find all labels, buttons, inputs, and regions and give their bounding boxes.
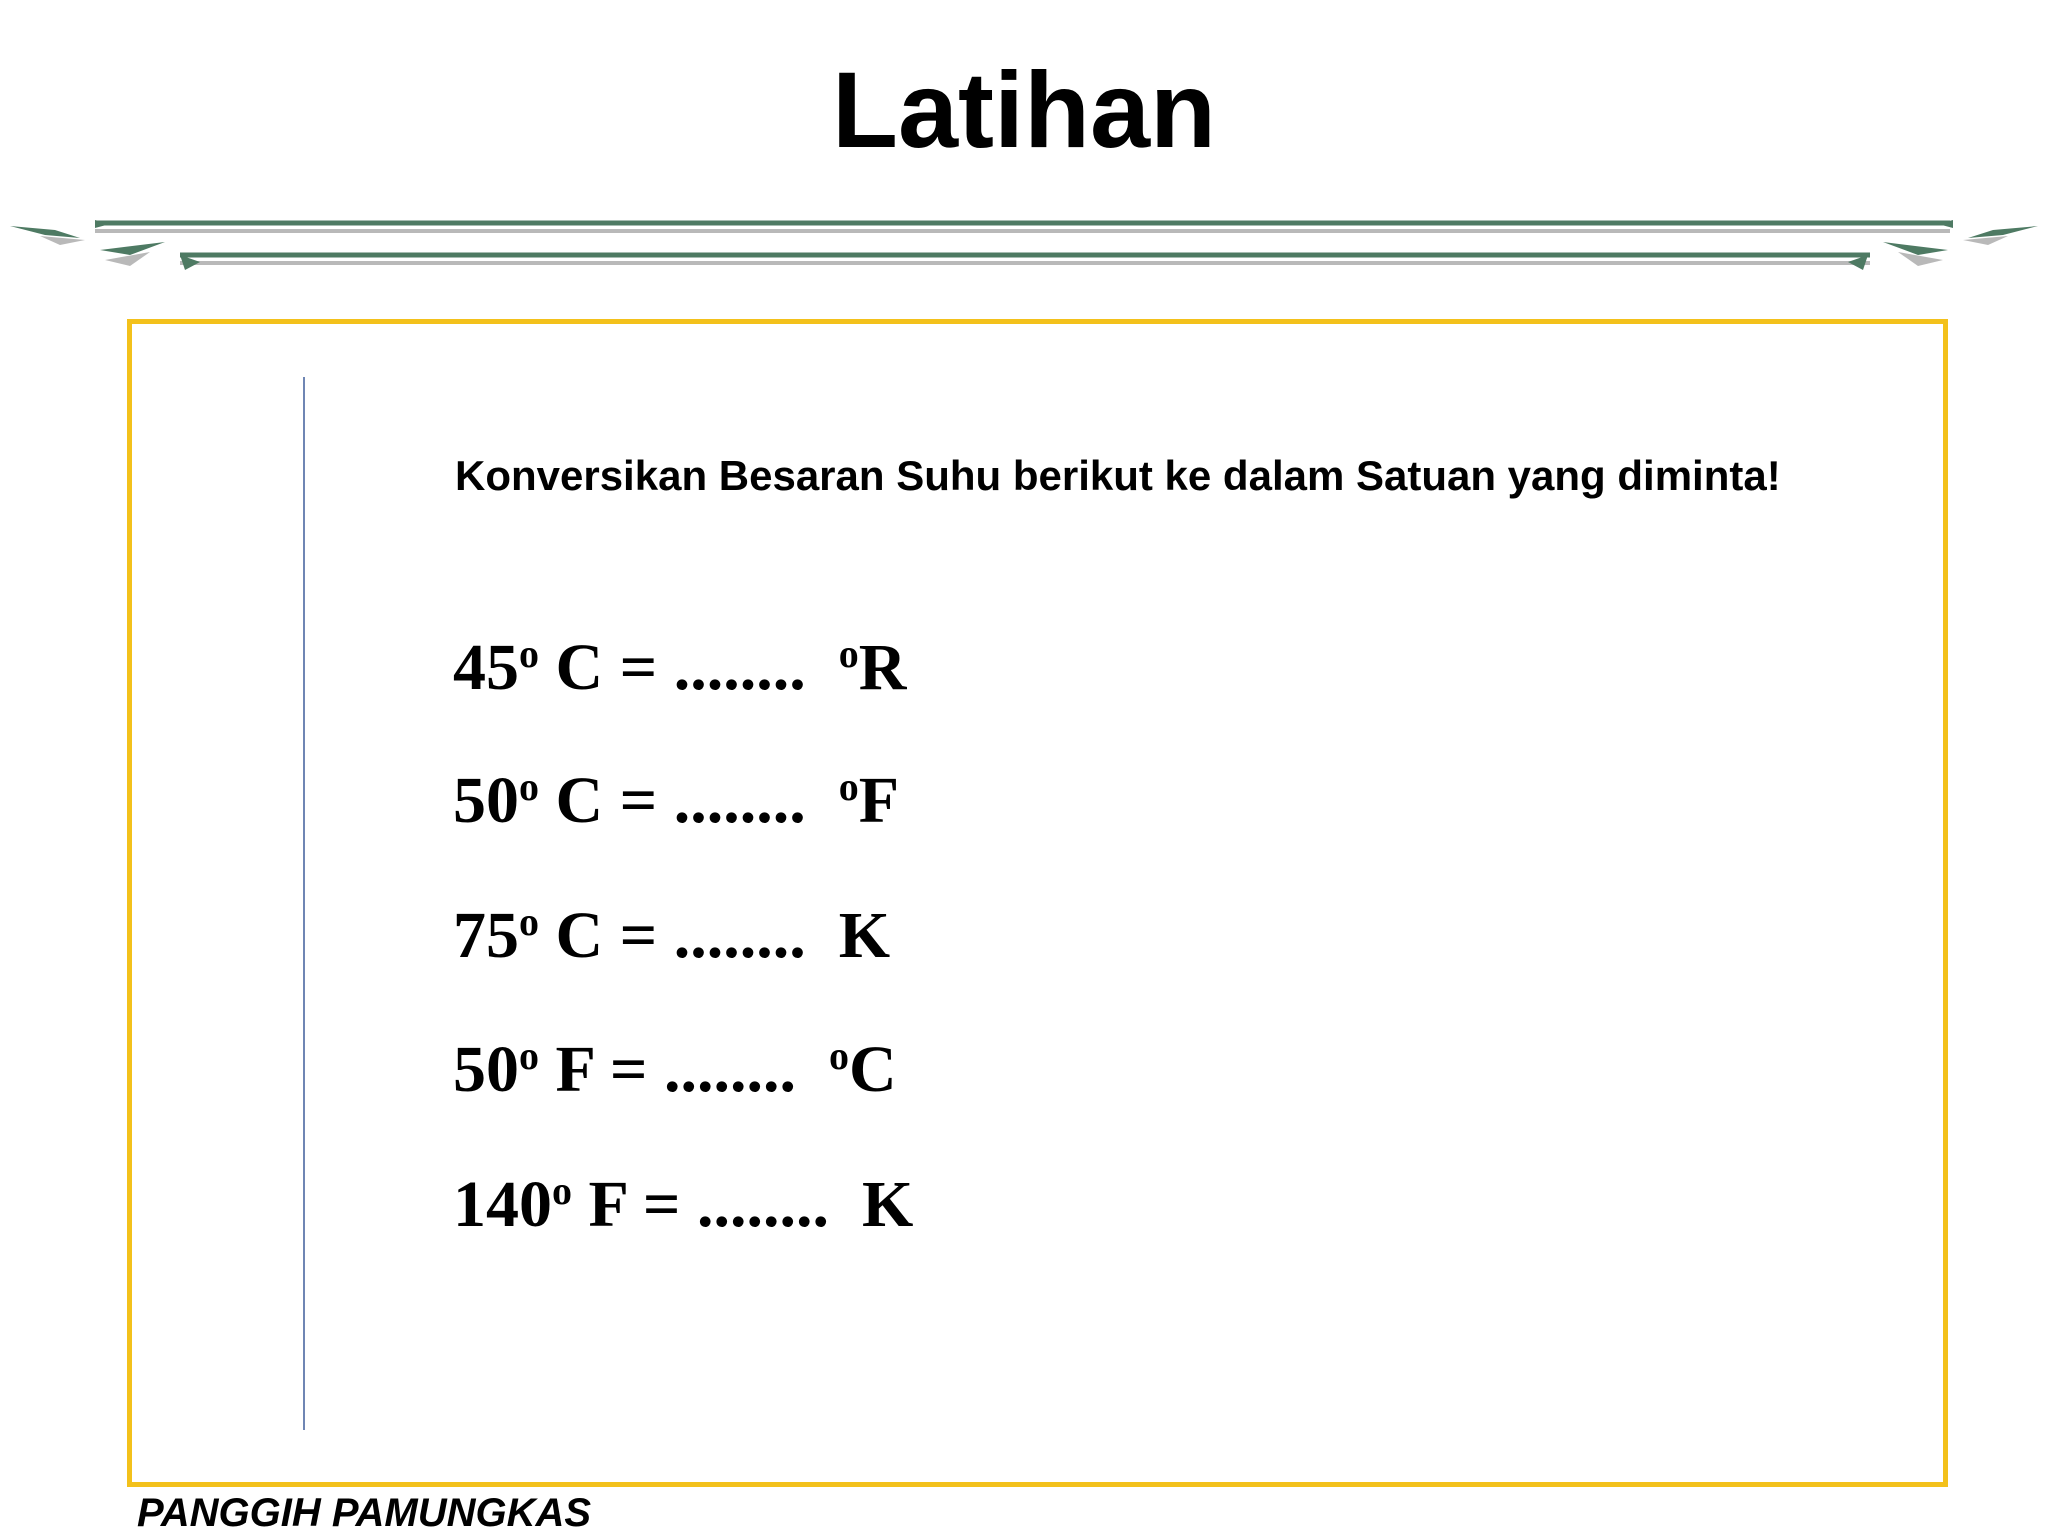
target-unit: R [858,631,907,704]
question-value: 140 [453,1168,552,1241]
author-footer: PANGGIH PAMUNGKAS [137,1491,592,1535]
equals-sign: = [642,1168,681,1241]
target-unit: C [848,1033,897,1106]
answer-blank: ........ [663,1033,796,1106]
from-unit: C [555,764,604,837]
answer-blank: ........ [696,1168,829,1241]
from-unit: F [588,1168,627,1241]
from-unit: C [555,631,604,704]
question-value: 45 [453,631,519,704]
equals-sign: = [619,764,658,837]
slide-title: Latihan [831,49,1216,170]
from-unit: C [555,899,604,972]
target-unit: K [861,1168,914,1241]
question-value: 75 [453,899,519,972]
degree-symbol: o [519,764,539,809]
target-degree-symbol: o [828,1033,849,1078]
target-degree-symbol: o [838,631,859,676]
equals-sign: = [609,1033,648,1106]
degree-symbol: o [519,1033,539,1078]
question-value: 50 [453,764,519,837]
decorative-divider [0,200,2048,290]
answer-blank: ........ [673,899,806,972]
target-degree-symbol: o [838,764,859,809]
equals-sign: = [619,899,658,972]
question-3 [453,882,890,976]
degree-symbol: o [519,899,539,944]
answer-blank: ........ [673,631,806,704]
equals-sign: = [619,631,658,704]
vertical-divider-line [303,377,305,1430]
instruction-text: Konversikan Besaran Suhu berikut ke dalam Satuan yang diminta! [455,452,1781,499]
question-1 [453,614,906,708]
answer-blank: ........ [673,764,806,837]
target-unit: K [838,899,891,972]
degree-symbol: o [519,631,539,676]
question-2 [453,747,899,841]
target-unit: F [858,764,900,837]
question-5 [453,1151,913,1245]
from-unit: F [555,1033,594,1106]
question-4 [453,1016,897,1110]
question-value: 50 [453,1033,519,1106]
degree-symbol: o [552,1168,572,1213]
